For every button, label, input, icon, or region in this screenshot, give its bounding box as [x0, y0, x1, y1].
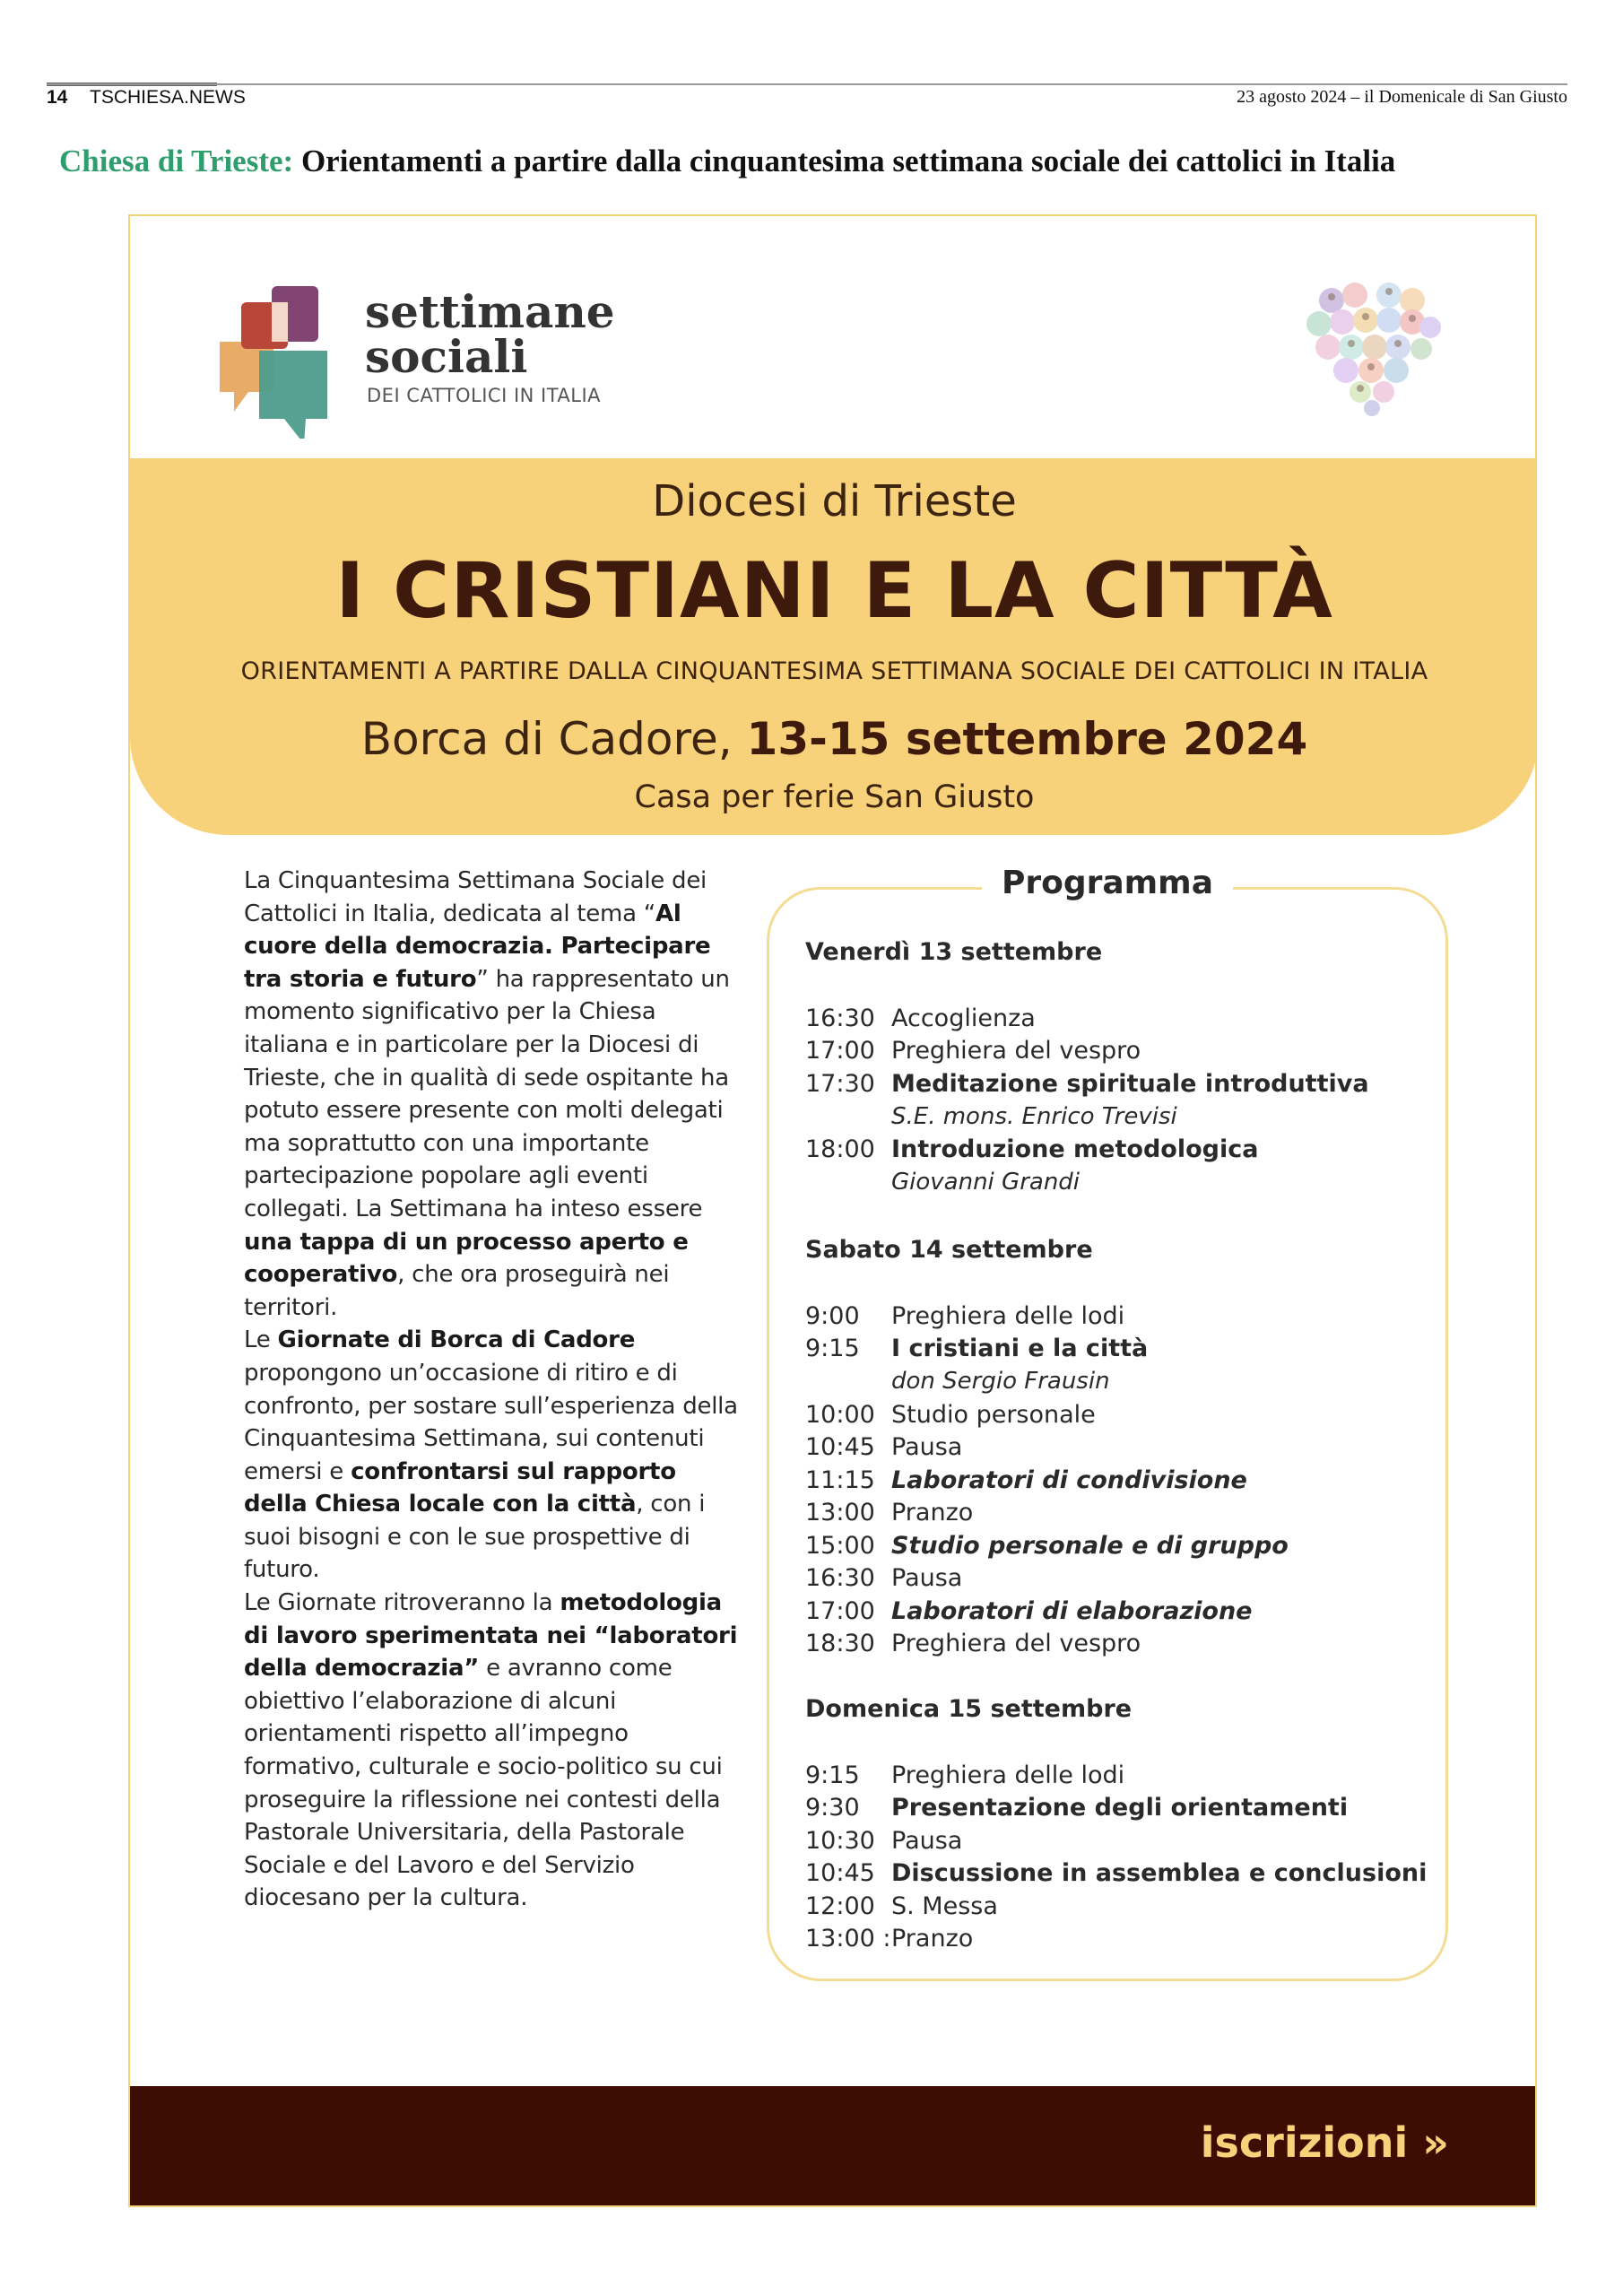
schedule-row: [805, 1070, 1369, 1098]
schedule-row: [805, 1433, 962, 1461]
schedule-time: 12:00: [805, 1892, 875, 1920]
intro-text-run: propongono un’occasione di ritiro e di confronto, per sostare sull’esperienza della Cinquantesima Settimana, sui contenuti emersi e: [244, 1359, 738, 1485]
schedule-row: [805, 1564, 962, 1592]
signup-link[interactable]: iscrizioni »: [1200, 2118, 1449, 2167]
day-heading: Domenica 15 settembre: [805, 1695, 1133, 1723]
schedule-row: [805, 1302, 1124, 1330]
logo-line-1: settimane: [365, 285, 615, 338]
intro-text-bold: Giornate di Borca di Cadore: [277, 1326, 636, 1354]
logo-subtitle: DEI CATTOLICI IN ITALIA: [367, 385, 602, 406]
article-kicker: Chiesa di Trieste:: [59, 144, 294, 178]
intro-text-run: e avranno come obiettivo l’elaborazione di alcuni orientamenti rispetto all’impegno formativo, culturale e socio-politico su cui proseguire la riflessione nei contesti della Pastorale Universitaria, della Pastorale Sociale e del Lavoro e del Servizio diocesano per la cultura.: [244, 1655, 723, 1912]
schedule-activity: Preghiera del vespro: [891, 1630, 1141, 1657]
intro-text-run: La Cinquantesima Settimana Sociale dei Cattolici in Italia, dedicata al tema “: [244, 867, 707, 927]
schedule-activity: Accoglienza: [891, 1004, 1036, 1032]
schedule-time: 18:30: [805, 1630, 875, 1657]
logo-wordmark: [365, 285, 615, 383]
heart-of-people-icon: [1296, 265, 1448, 417]
schedule-time: 10:00: [805, 1401, 875, 1429]
event-flyer: [128, 214, 1537, 2207]
schedule-time: 10:45: [805, 1433, 875, 1461]
schedule-row: [805, 1499, 973, 1526]
schedule-activity: Pausa: [891, 1433, 963, 1461]
schedule-time: 13:00 :: [805, 1925, 891, 1952]
event-subtitle: ORIENTAMENTI A PARTIRE DALLA CINQUANTESIMA SETTIMANA SOCIALE DEI CATTOLICI IN ITALIA: [240, 657, 1428, 685]
schedule-activity: Pausa: [891, 1827, 963, 1855]
schedule-time: 18:00: [805, 1135, 875, 1163]
page-number: 14: [47, 87, 68, 108]
schedule-time: 15:00: [805, 1532, 875, 1560]
schedule-activity: Pranzo: [891, 1499, 974, 1526]
schedule-time: 10:30: [805, 1827, 875, 1855]
schedule-time: 9:00: [805, 1302, 860, 1330]
schedule-time: 17:30: [805, 1070, 875, 1098]
schedule-row: [805, 1401, 1096, 1429]
schedule-activity: Pausa: [891, 1564, 963, 1592]
schedule-activity: Studio personale e di gruppo: [891, 1532, 1289, 1560]
schedule-activity: Preghiera delle lodi: [891, 1302, 1125, 1330]
event-title: I CRISTIANI E LA CITTÀ: [335, 546, 1333, 636]
title-banner: [130, 458, 1537, 835]
schedule-activity: Laboratori di condivisione: [891, 1466, 1247, 1494]
event-place-date: [130, 713, 1537, 765]
intro-text: [244, 865, 746, 1915]
schedule-activity: Preghiera delle lodi: [891, 1761, 1125, 1789]
schedule-activity: S. Messa: [891, 1892, 998, 1920]
schedule-activity: Preghiera del vespro: [891, 1037, 1141, 1065]
schedule-row: [805, 1037, 1141, 1065]
schedule-activity: Pranzo: [891, 1925, 974, 1952]
day-heading: Venerdì 13 settembre: [805, 938, 1103, 966]
schedule-time: 10:45: [805, 1859, 875, 1887]
intro-text-bold: Al cuore della democrazia. Partecipare tra storia e futuro: [244, 900, 711, 993]
schedule-row: [805, 1135, 1258, 1163]
program-box: [767, 865, 1448, 1981]
program-title-text: Programma: [982, 865, 1233, 901]
logo-line-2: sociali: [365, 330, 528, 383]
schedule-row: [805, 1794, 1348, 1822]
schedule-time: 11:15: [805, 1466, 875, 1494]
schedule-row: [805, 1597, 1253, 1625]
schedule-time: 9:15: [805, 1335, 860, 1362]
schedule-row: [805, 1892, 998, 1920]
schedule-row: [805, 1827, 962, 1855]
schedule-activity: Introduzione metodologica: [891, 1135, 1259, 1163]
schedule-activity: Presentazione degli orientamenti: [891, 1794, 1349, 1822]
schedule-row: [805, 1532, 1289, 1560]
article-title: [59, 144, 1395, 179]
schedule-time: 16:30: [805, 1564, 875, 1592]
intro-text-run: ” ha rappresentato un momento significativo per la Chiesa italiana e in particolare per la Diocesi di Trieste, che in qualità di sede ospitante ha potuto essere presente con molti delegati ma soprattutto con una importante partecipazione popolare agli eventi collegati. La Settimana ha inteso essere: [244, 965, 730, 1222]
schedule-activity: Laboratori di elaborazione: [891, 1597, 1253, 1625]
intro-text-bold: una tappa di un processo aperto e cooperativo: [244, 1228, 689, 1289]
schedule-row: [805, 1761, 1124, 1789]
event-place: Borca di Cadore,: [360, 713, 747, 765]
intro-text-run: Le: [244, 1326, 278, 1354]
schedule-time: 13:00: [805, 1499, 875, 1526]
intro-text-run: Le Giornate ritroveranno la: [244, 1589, 560, 1617]
event-venue: Casa per ferie San Giusto: [634, 779, 1035, 815]
schedule-row: [805, 1925, 973, 1952]
schedule-activity: Studio personale: [891, 1401, 1096, 1429]
schedule-row: [805, 1630, 1141, 1657]
schedule-activity: Meditazione spirituale introduttiva: [891, 1070, 1369, 1098]
intro-text-run: , con i suoi bisogni e con le sue prospettive di futuro.: [244, 1491, 706, 1584]
intro-text-bold: confrontarsi sul rapporto della Chiesa locale con la città: [244, 1457, 676, 1518]
article-headline: Orientamenti a partire dalla cinquantesima settimana sociale dei cattolici in Italia: [300, 144, 1396, 178]
schedule-speaker: Giovanni Grandi: [891, 1169, 1081, 1196]
schedule-time: 9:30: [805, 1794, 860, 1822]
schedule-row: [805, 1466, 1247, 1494]
schedule-row: [805, 1004, 1036, 1032]
schedule-speaker: don Sergio Frausin: [891, 1368, 1110, 1395]
program-title: [769, 865, 1445, 901]
header-rule: [47, 83, 1567, 85]
event-dates: 13-15 settembre 2024: [746, 713, 1308, 765]
day-heading: Sabato 14 settembre: [805, 1236, 1093, 1264]
diocese-name: Diocesi di Trieste: [652, 476, 1017, 526]
intro-text-run: , che ora proseguirà nei territori.: [244, 1261, 670, 1321]
intro-text-bold: metodologia di lavoro sperimentata nei “laboratori della democrazia”: [244, 1589, 738, 1683]
schedule-speaker: S.E. mons. Enrico Trevisi: [891, 1103, 1177, 1130]
schedule-row: [805, 1335, 1148, 1362]
schedule-time: 17:00: [805, 1597, 875, 1625]
schedule-time: 16:30: [805, 1004, 875, 1032]
footer-bar: [130, 2086, 1537, 2207]
speech-bubbles-logo-icon: [220, 286, 345, 439]
schedule-time: 9:15: [805, 1761, 860, 1789]
schedule-activity: Discussione in assemblea e conclusioni: [891, 1859, 1428, 1887]
schedule-time: 17:00: [805, 1037, 875, 1065]
site-name: TSCHIESA.NEWS: [90, 87, 246, 108]
issue-info: 23 agosto 2024 – il Domenicale di San Giusto: [1237, 87, 1567, 107]
schedule-row: [805, 1859, 1427, 1887]
schedule-activity: I cristiani e la città: [891, 1335, 1149, 1362]
